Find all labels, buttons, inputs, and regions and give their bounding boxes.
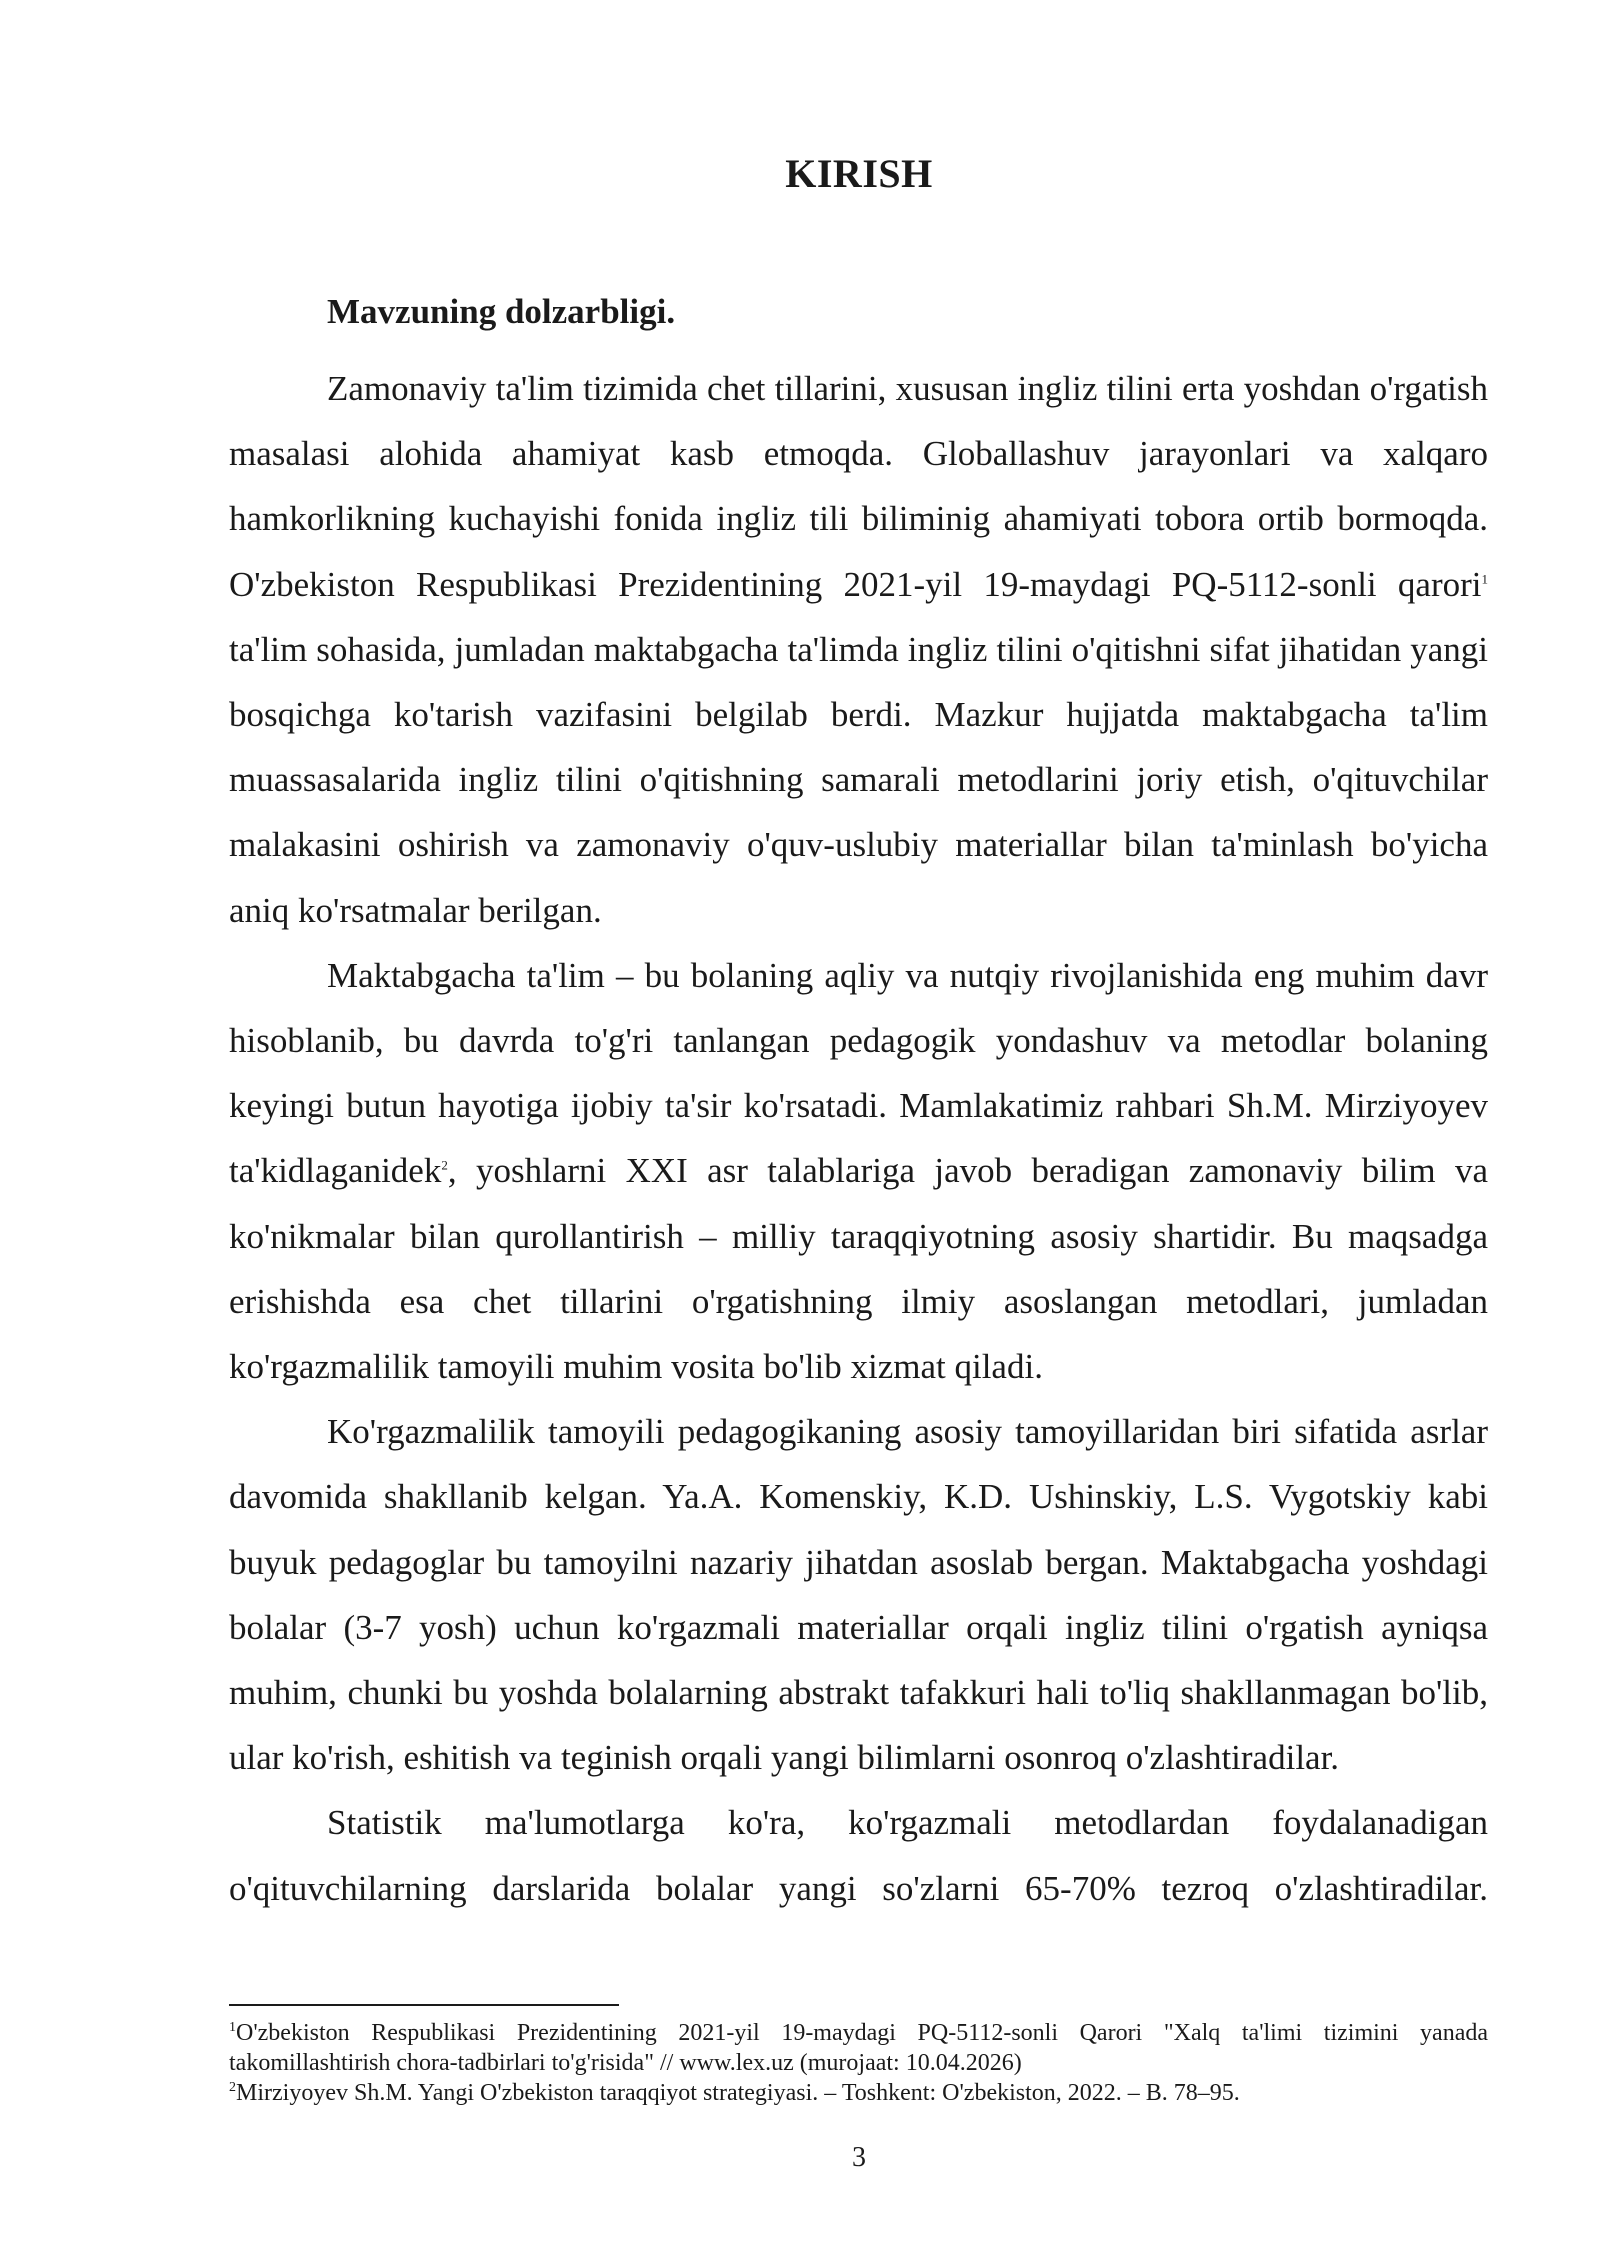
footnote-number: 2 [229, 2080, 236, 2095]
paragraph [229, 1399, 1488, 1790]
footnote-ref[interactable]: 2 [441, 1157, 448, 1173]
footnote [229, 2078, 1488, 2108]
paragraph [229, 943, 1488, 1399]
paragraph-text: Statistik ma'lumotlarga ko'ra, ko'rgazmali metodlardan foydalanadigan o'qituvchilarning darslarida bolalar yangi so'zlarni 65-70% tezroq o'zlashtiradilar. [229, 1803, 1488, 1908]
paragraph-text: , yoshlarni XXI asr talablariga javob beradigan zamonaviy bilim va ko'nikmalar bilan qurollantirish – milliy taraqqiyotning asosiy shartidir. Bu maqsadga erishishda esa chet tillarini o'rgatishning ilmiy asoslangan metodlari, jumladan ko'rgazmalilik tamoyili muhim vosita bo'lib xizmat qiladi. [229, 1151, 1488, 1387]
footnote-separator [229, 2004, 619, 2006]
page-number: 3 [852, 2142, 866, 2173]
section-heading: Mavzuning dolzarbligi. [327, 292, 676, 331]
paragraph-text: Ko'rgazmalilik tamoyili pedagogikaning asosiy tamoyillaridan biri sifatida asrlar davomida shakllanib kelgan. Ya.A. Komenskiy, K.D. Ushinskiy, L.S. Vygotskiy kabi buyuk pedagoglar bu tamoyilni nazariy jihatdan asoslab bergan. Maktabgacha yoshdagi bolalar (3-7 yosh) uchun ko'rgazmali materiallar orqali ingliz tilini o'rgatish ayniqsa muhim, chunki bu yoshda bolalarning abstrakt tafakkuri hali to'liq shakllanmagan bo'lib, ular ko'rish, eshitish va teginish orqali yangi bilimlarni osonroq o'zlashtiradilar. [229, 1412, 1488, 1778]
paragraph [229, 356, 1488, 943]
paragraph-text: ta'lim sohasida, jumladan maktabgacha ta'limda ingliz tilini o'qitishni sifat jihatidan yangi bosqichga ko'tarish vazifasini belgilab berdi. Mazkur hujjatda maktabgacha ta'lim muassasalarida ingliz tilini o'qitishning samarali metodlarini joriy etish, o'qituvchilar malakasini oshirish va zamonaviy o'quv-uslubiy materiallar bilan ta'minlash bo'yicha aniq ko'rsatmalar berilgan. [229, 629, 1488, 930]
footnote [229, 2018, 1488, 2078]
footnote-ref[interactable]: 1 [1481, 570, 1488, 586]
body-text [229, 356, 1488, 1921]
footnote-number: 1 [229, 2020, 236, 2035]
paragraph [229, 1790, 1488, 1920]
footnotes [229, 2018, 1488, 2108]
paragraph-text: Maktabgacha ta'lim – bu bolaning aqliy va nutqiy rivojlanishida eng muhim davr hisoblanib, bu davrda to'g'ri tanlangan pedagogik yondashuv va metodlar bolaning keyingi butun hayotiga ijobiy ta'sir ko'rsatadi. Mamlakatimiz rahbari Sh.M. Mirziyoyev ta'kidlaganidek [229, 955, 1488, 1191]
paragraph-text: Zamonaviy ta'lim tizimida chet tillarini, xususan ingliz tilini erta yoshdan o'rgatish masalasi alohida ahamiyat kasb etmoqda. Globallashuv jarayonlari va xalqaro hamkorlikning kuchayishi fonida ingliz tili biliminig ahamiyati tobora ortib bormoqda. O'zbekiston Respublikasi Prezidentining 2021-yil 19-maydagi PQ-5112-sonli qarori [229, 369, 1488, 604]
footnote-text: Mirziyoyev Sh.M. Yangi O'zbekiston taraqqiyot strategiyasi. – Toshkent: O'zbekiston, 2022. – B. 78–95. [236, 2080, 1240, 2106]
page-title: KIRISH [785, 151, 933, 196]
footnote-text: O'zbekiston Respublikasi Prezidentining 2021-yil 19-maydagi PQ-5112-sonli Qarori "Xalq ta'limi tizimini yanada takomillashtirish chora-tadbirlari to'g'risida" // www.lex.uz (murojaat: 10.04.2026) [229, 2020, 1488, 2076]
